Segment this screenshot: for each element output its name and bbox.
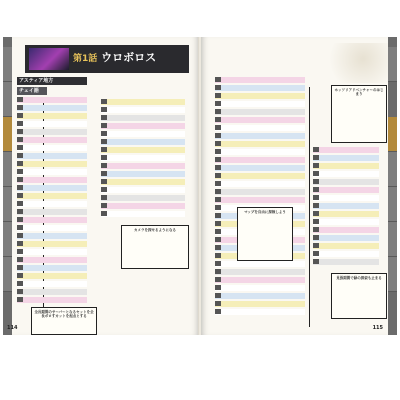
walkthrough-row	[215, 77, 305, 83]
walkthrough-row	[101, 123, 185, 129]
walkthrough-row	[17, 185, 87, 191]
walkthrough-row	[17, 265, 87, 271]
walkthrough-row	[17, 257, 87, 263]
right-page	[201, 37, 397, 335]
walkthrough-row	[17, 233, 87, 239]
walkthrough-row	[313, 219, 379, 225]
walkthrough-row	[313, 195, 379, 201]
chapter-title: 第1話 ウロボロス	[73, 51, 157, 64]
walkthrough-row	[101, 179, 185, 185]
walkthrough-row	[17, 145, 87, 151]
walkthrough-row	[17, 193, 87, 199]
walkthrough-row	[17, 281, 87, 287]
walkthrough-row	[215, 109, 305, 115]
walkthrough-row	[215, 301, 305, 307]
walkthrough-row	[215, 149, 305, 155]
left-index-tabs	[3, 37, 12, 335]
walkthrough-row	[17, 177, 87, 183]
walkthrough-row	[215, 197, 305, 203]
walkthrough-row	[17, 113, 87, 119]
walkthrough-row	[215, 309, 305, 315]
walkthrough-row	[313, 235, 379, 241]
walkthrough-row	[215, 85, 305, 91]
walkthrough-row	[101, 155, 185, 161]
walkthrough-row	[101, 171, 185, 177]
walkthrough-row	[215, 117, 305, 123]
walkthrough-row	[17, 273, 87, 279]
walkthrough-row	[215, 277, 305, 283]
note-box: 全長期間のサーバーとなるセットを全長ボロすカットを起点とする	[31, 307, 97, 335]
walkthrough-row	[17, 153, 87, 159]
walkthrough-row	[313, 179, 379, 185]
walkthrough-row	[313, 259, 379, 265]
page-number: 115	[372, 325, 383, 331]
walkthrough-row	[17, 201, 87, 207]
walkthrough-row	[17, 249, 87, 255]
right-index-tabs	[388, 37, 397, 335]
walkthrough-row	[215, 181, 305, 187]
walkthrough-row	[17, 161, 87, 167]
note-box: マップを自由に探検しよう	[237, 207, 293, 261]
walkthrough-row	[215, 101, 305, 107]
walkthrough-row	[17, 121, 87, 127]
walkthrough-row	[17, 225, 87, 231]
section-header: アスティア地方	[17, 77, 87, 85]
walkthrough-row	[17, 105, 87, 111]
walkthrough-row	[215, 157, 305, 163]
walkthrough-row	[215, 125, 305, 131]
walkthrough-row	[215, 165, 305, 171]
walkthrough-row	[101, 115, 185, 121]
note-box: ホッツリアドベンチャーのはじまり	[331, 85, 387, 143]
walkthrough-row	[101, 107, 185, 113]
note-box: カメラを探せるようになる	[121, 225, 189, 269]
walkthrough-row	[17, 129, 87, 135]
walkthrough-row	[215, 173, 305, 179]
walkthrough-row	[313, 163, 379, 169]
page-number: 114	[7, 325, 18, 331]
walkthrough-row	[101, 203, 185, 209]
walkthrough-row	[17, 209, 87, 215]
chapter-header	[25, 45, 189, 73]
walkthrough-row	[101, 187, 185, 193]
walkthrough-row	[313, 155, 379, 161]
character-portrait	[29, 48, 69, 70]
walkthrough-row	[313, 243, 379, 249]
sub-header: チェイ語	[17, 87, 47, 95]
walkthrough-row	[17, 297, 87, 303]
walkthrough-row	[215, 93, 305, 99]
walkthrough-row	[215, 269, 305, 275]
walkthrough-row	[101, 163, 185, 169]
walkthrough-row	[215, 189, 305, 195]
walkthrough-row	[17, 137, 87, 143]
book-spread	[3, 37, 397, 335]
walkthrough-row	[215, 133, 305, 139]
walkthrough-row	[101, 131, 185, 137]
walkthrough-row	[17, 169, 87, 175]
walkthrough-row	[313, 227, 379, 233]
walkthrough-row	[17, 97, 87, 103]
left-page	[3, 37, 199, 335]
walkthrough-row	[101, 147, 185, 153]
walkthrough-row	[101, 99, 185, 105]
walkthrough-row	[215, 261, 305, 267]
walkthrough-row	[215, 141, 305, 147]
walkthrough-row	[101, 211, 185, 217]
walkthrough-row	[313, 187, 379, 193]
walkthrough-row	[17, 241, 87, 247]
walkthrough-row	[313, 251, 379, 257]
flow-line	[309, 87, 310, 327]
walkthrough-row	[313, 147, 379, 153]
walkthrough-row	[17, 289, 87, 295]
walkthrough-row	[101, 195, 185, 201]
walkthrough-row	[17, 217, 87, 223]
walkthrough-row	[313, 211, 379, 217]
walkthrough-row	[313, 203, 379, 209]
background-art	[321, 43, 391, 83]
walkthrough-row	[313, 171, 379, 177]
walkthrough-row	[101, 139, 185, 145]
walkthrough-row	[215, 293, 305, 299]
note-box: 見張期間で緑の探索も止まる	[331, 273, 387, 319]
walkthrough-row	[215, 285, 305, 291]
